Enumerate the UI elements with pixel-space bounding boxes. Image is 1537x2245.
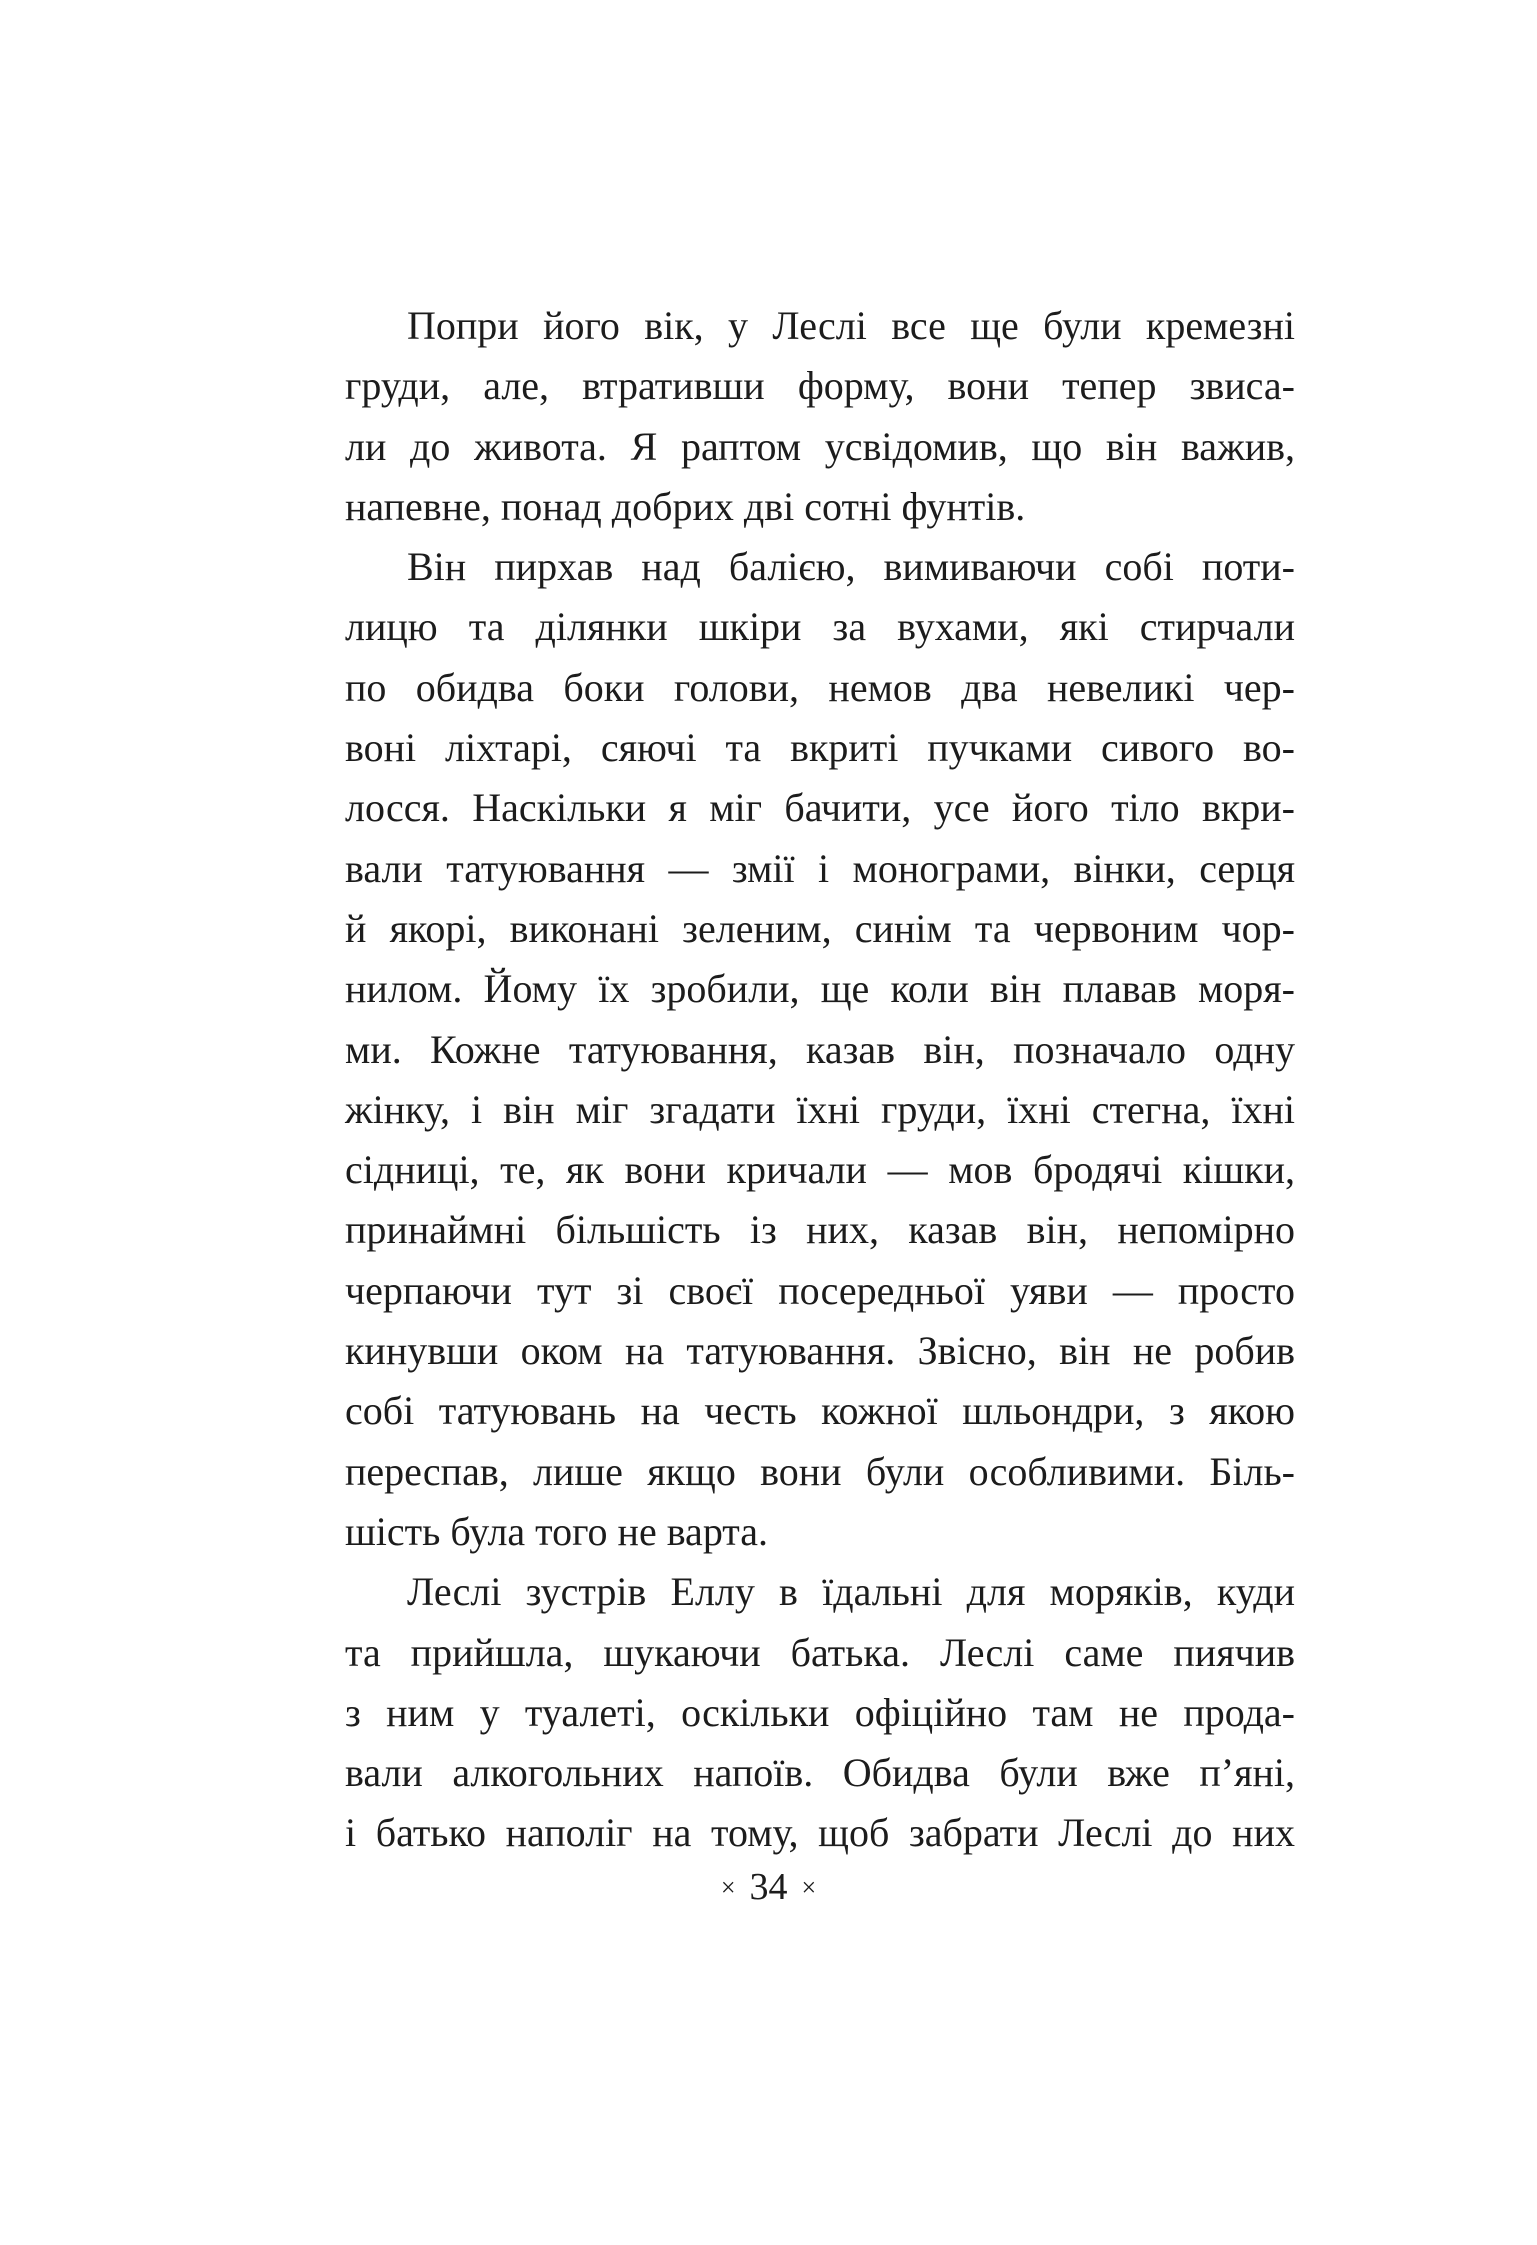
text-line: лосся. Наскільки я міг бачити, усе його тіло вкри- [345, 785, 1295, 831]
ornament-left-icon: × [720, 1873, 736, 1902]
text-line: жінку, і він міг згадати їхні груди, їхні стегна, їхні [345, 1086, 1295, 1132]
text-line: шість була того не варта. [345, 1508, 769, 1554]
page-footer [0, 1862, 1537, 1913]
text-line: та прийшла, шукаючи батька. Леслі саме пиячив [345, 1629, 1295, 1675]
text-line: груди, але, втративши форму, вони тепер звиса- [345, 363, 1295, 409]
body-text [345, 296, 1295, 1864]
ornament-right-icon: × [801, 1873, 817, 1902]
text-line: принаймні більшість із них, казав він, непомірно [345, 1207, 1295, 1253]
text-line: напевне, понад добрих дві сотні фунтів. [345, 483, 1026, 529]
text-line: нилом. Йому їх зробили, ще коли він плавав моря- [345, 966, 1295, 1012]
text-line: й якорі, виконані зеленим, синім та червоним чор- [345, 905, 1295, 951]
text-line: Він пирхав над балією, вимиваючи собі поти- [407, 544, 1295, 590]
text-line: собі татуювань на честь кожної шльондри, з якою [345, 1388, 1295, 1434]
text-line: черпаючи тут зі своєї посередньої уяви — просто [345, 1267, 1295, 1313]
text-line: з ним у туалеті, оскільки офіційно там не прода- [345, 1689, 1295, 1735]
text-line: переспав, лише якщо вони були особливими. Біль- [345, 1448, 1295, 1494]
text-line: кинувши оком на татуювання. Звісно, він не робив [345, 1328, 1295, 1374]
text-line: ли до живота. Я раптом усвідомив, що він важив, [345, 423, 1295, 469]
text-line: лицю та ділянки шкіри за вухами, які стирчали [345, 604, 1295, 650]
text-line: сідниці, те, як вони кричали — мов бродячі кішки, [345, 1147, 1295, 1193]
page-number: 34 [749, 1866, 788, 1908]
text-line: ми. Кожне татуювання, казав він, позначало одну [345, 1026, 1295, 1072]
text-line: Леслі зустрів Еллу в їдальні для моряків, куди [407, 1569, 1295, 1615]
text-line: і батько наполіг на тому, щоб забрати Леслі до них [345, 1810, 1295, 1856]
text-line: по обидва боки голови, немов два невеликі чер- [345, 664, 1295, 710]
text-line: воні ліхтарі, сяючі та вкриті пучками сивого во- [345, 725, 1295, 771]
text-line: Попри його вік, у Леслі все ще були кремезні [407, 303, 1295, 348]
text-line: вали татуювання — змії і монограми, вінки, серця [345, 845, 1295, 891]
text-line: вали алкогольних напоїв. Обидва були вже п’яні, [345, 1750, 1295, 1796]
